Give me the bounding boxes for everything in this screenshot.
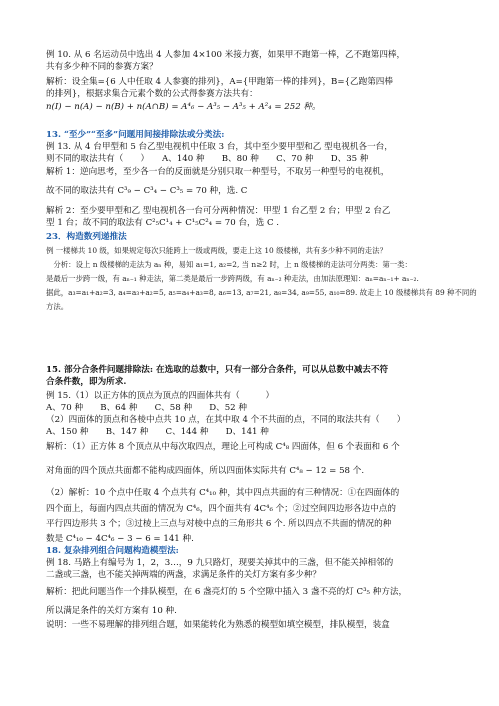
text-line: A、70 种 B、64 种 C、58 种 D、52 种 — [46, 403, 247, 413]
text-line: 15. 部分合条件问题排除法: 在选取的总数中，只有一部分合条件，可以从总数中减去不符 — [46, 365, 389, 375]
text-line: 解析：设全集={6 人中任取 4 人参赛的排列}，A={甲跑第一棒的排列}，B={乙跑第四棒 — [46, 77, 393, 87]
text-line: A、150 种 B、147 种 C、144 种 D、141 种 — [46, 427, 269, 437]
text-line: n(I) − n(A) − n(B) + n(A∩B) = A⁴₆ − A³₅ − A³₅ + A²₄ = 252 种。 — [46, 102, 321, 112]
text-line: 分析：设上 n 级楼梯的走法为 aₙ 种，易知 a₁=1, a₂=2, 当 n≥2 时，上 n 级楼梯的走法可分两类：第一类： — [46, 260, 412, 269]
text-line: 解析：（1）正方体 8 个顶点从中每次取四点，理论上可构成 C⁴₈ 四面体，但 6 个表面和 6 个 — [46, 442, 400, 452]
text-line: 例 13. 从 4 台甲型和 5 台乙型电视机中任取 3 台，其中至少要甲型和乙 型电视机各一台， — [46, 142, 393, 152]
text-line: 方法。 — [46, 302, 69, 311]
text-line: （2）四面体的顶点和各棱中点共 10 点，在其中取 4 个不共面的点，不同的取法共有（ ） — [46, 415, 406, 425]
text-line: 例 10. 从 6 名运动员中选出 4 人参加 4×100 米接力赛，如果甲不跑第一棒，乙不跑第四棒， — [46, 50, 406, 60]
section-heading: 23．构造数列递推法 — [46, 232, 127, 242]
text-line: 是最后一步跨一级，有 aₙ₋₁ 种走法，第二类是最后一步跨两级，有 aₙ₋₂ 种走法，由加法原理知：aₙ=aₙ₋₁+ aₙ₋₂. — [46, 274, 419, 283]
text-line: 解析 2：至少要甲型和乙 型电视机各一台可分两种情况：甲型 1 台乙型 2 台；甲型 2 台乙 — [46, 206, 391, 216]
text-line: 解析 1：逆向思考，至少各一台的反面就是分别只取一种型号，不取另一种型号的电视机， — [46, 167, 390, 177]
text-line: 对角面的四个顶点共面都不能构成四面体，所以四面体实际共有 C⁴₈ − 12 = 58 个. — [46, 466, 365, 476]
text-line: 则不同的取法共有（ ） A、140 种 B、80 种 C、70 种 D、35 种 — [46, 154, 369, 164]
text-line: 故不同的取法共有 C³₉ − C³₄ − C³₅ = 70 种，选. C — [46, 186, 248, 196]
text-line: 所以满足条件的关灯方案有 10 种. — [46, 606, 177, 616]
text-line: 二盏或三盏，也不能关掉两端的两盏，求满足条件的关灯方案有多少种？ — [46, 570, 322, 580]
section-heading: 13. “至少”“至多”问题用间接排除法或分类法: — [46, 130, 225, 140]
text-line: 型 1 台；故不同的取法有 C²₅C¹₄ + C¹₅C²₄ = 70 台，选 C . — [46, 218, 280, 228]
text-line: 解析：把此问题当作一个排队模型，在 6 盏亮灯的 5 个空隙中插入 3 盏不亮的灯 C³₅ 种方法， — [46, 587, 408, 597]
text-line: 共有多少种不同的参赛方案？ — [46, 62, 158, 72]
text-line: 例 一楼梯共 10 级，如果规定每次只能跨上一级或两级，要走上这 10 级楼梯，共有多少种不同的走法？ — [46, 246, 387, 255]
text-line: （2）解析：10 个点中任取 4 个点共有 C⁴₁₀ 种，其中四点共面的有三种情况：①在四面体的 — [46, 488, 400, 498]
section-heading: 18. 复杂排列组合问题构造模型法: — [46, 546, 179, 556]
text-line: 例 18. 马路上有编号为 1，2，3…，9 九只路灯，现要关掉其中的三盏，但不能关掉相邻的 — [46, 558, 394, 568]
text-line: 四个面上，每面内四点共面的情况为 C⁴₆，四个面共有 4C⁴₆ 个；②过空间四边形各边中点的 — [46, 504, 396, 514]
text-line: 例 15.（1）以正方体的顶点为顶点的四面体共有（ ） — [46, 391, 275, 401]
text-line: 平行四边形共 3 个；③过棱上三点与对棱中点的三角形共 6 个. 所以四点不共面的情况的种 — [46, 519, 392, 529]
text-line: 说明：一些不易理解的排列组合题，如果能转化为熟悉的模型如填空模型，排队模型，装盒 — [46, 620, 390, 630]
text-line: 合条件数，即为所求. — [46, 377, 127, 387]
text-line: 的排列}，根据求集合元素个数的公式得参赛方法共有： — [46, 89, 258, 99]
text-line: 数是 C⁴₁₀ − 4C⁴₆ − 3 − 6 = 141 种. — [46, 534, 194, 544]
text-line: 据此，a₃=a₁+a₂=3, a₄=a₃+a₂=5, a₅=a₄+a₃=8, a₆=13, a₇=21, a₈=34, a₉=55, a₁₀=89. 故走上 10 级楼梯共有 89 种不同的 — [46, 288, 477, 297]
